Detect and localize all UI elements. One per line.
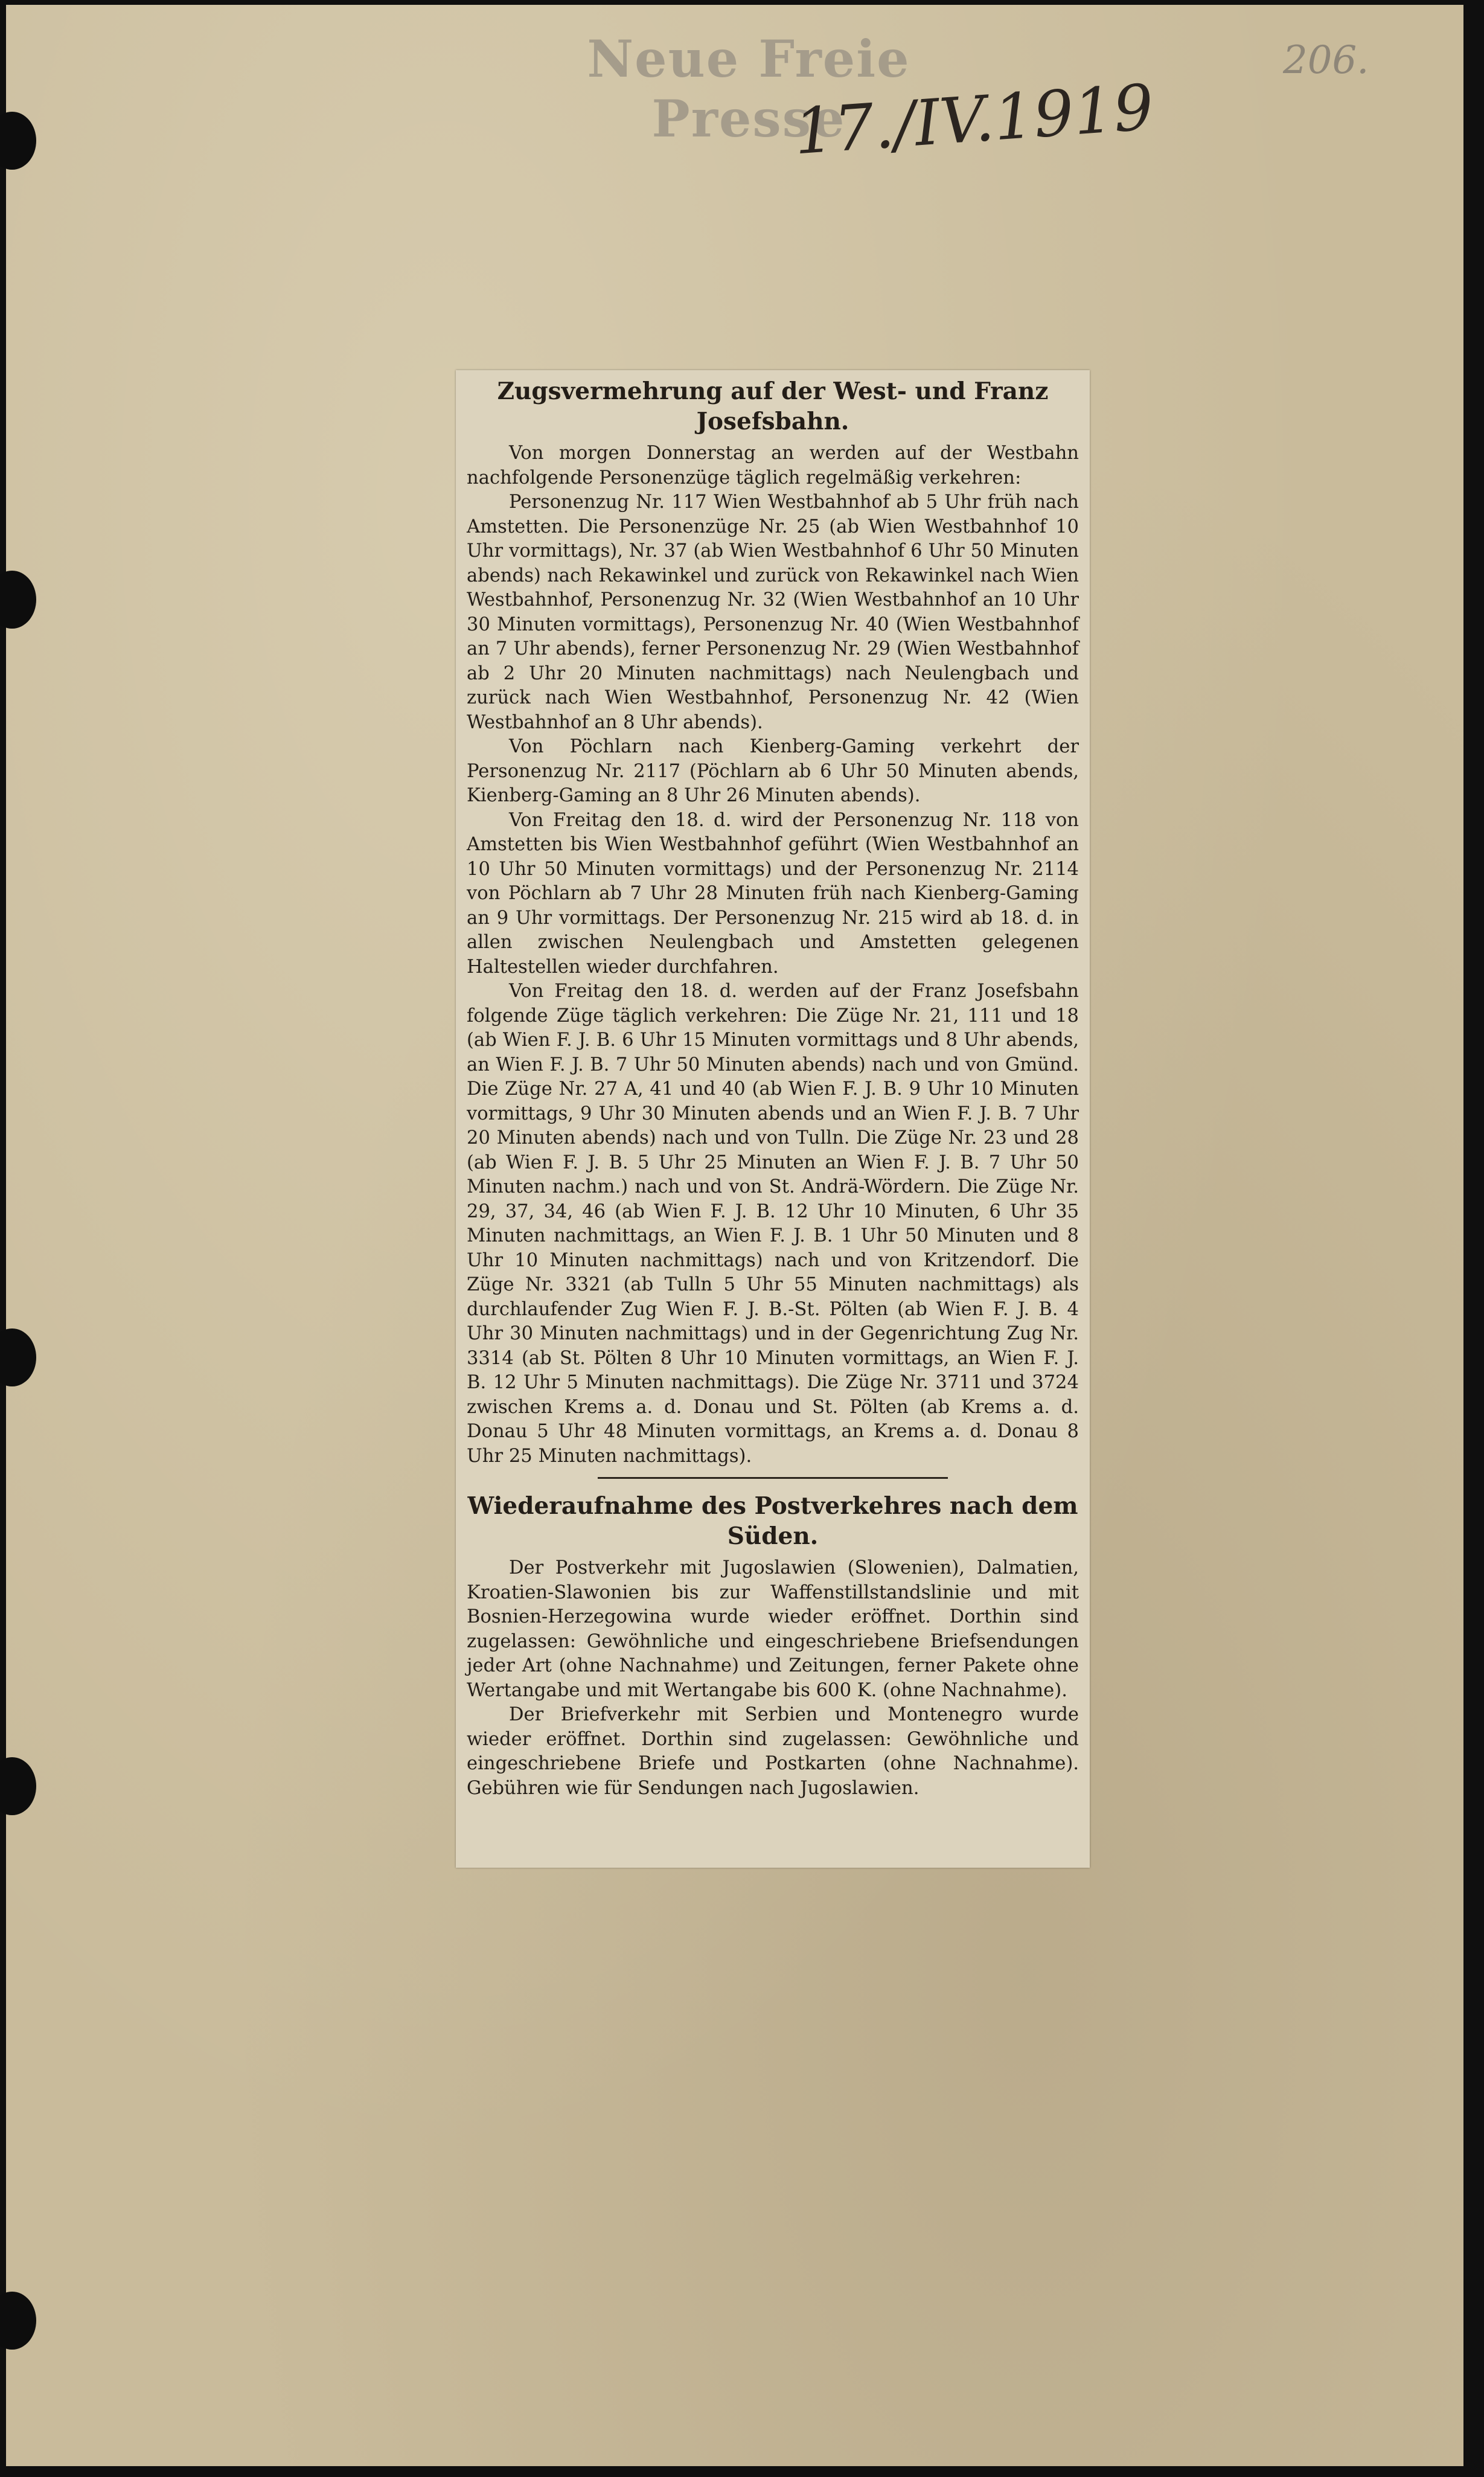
folio-number: 206. — [1283, 38, 1369, 83]
article-paragraph: Von morgen Donnerstag an werden auf der Westbahn nachfolgende Personenzüge täglich regelmäßig verkehren: — [467, 443, 1079, 489]
article-paragraph: Personenzug Nr. 117 Wien Westbahnhof ab 5 Uhr früh nach Amstetten. Die Personenzüge Nr. 25 (ab Wien Westbahnhof 10 Uhr vormittags), Nr. 37 (ab Wien Westbahnhof 6 Uhr 50 Minuten abends) nach Rekawinkel und zurück von Rekawinkel nach Wien Westbahnhof, Personenzug Nr. 32 (Wien Westbahnhof an 10 Uhr 30 Minuten vormittags), Personenzug Nr. 40 (Wien Westbahnhof an 7 Uhr abends), ferner Personenzug Nr. 29 (Wien Westbahnhof ab 2 Uhr 20 Minuten nachmittags) nach Neulengbach und zurück nach Wien Westbahnhof, Personenzug Nr. 42 (Wien Westbahnhof an 8 Uhr abends). — [467, 492, 1079, 733]
article-paragraph: Von Freitag den 18. d. werden auf der Franz Josefsbahn folgende Züge täglich verkehren: Die Züge Nr. 21, 111 und 18 (ab Wien F. J. B. 6 Uhr 15 Minuten vormittags und 8 Uhr abends, an Wien F. J. B. 7 Uhr 50 Minuten abends) nach und von Gmünd. Die Züge Nr. 27 A, 41 und 40 (ab Wien F. J. B. 9 Uhr 10 Minuten vormittags, 9 Uhr 30 Minuten abends und an Wien F. J. B. 7 Uhr 20 Minuten abends) nach und von Tulln. Die Züge Nr. 23 und 28 (ab Wien F. J. B. 5 Uhr 25 Minuten an Wien F. J. B. 7 Uhr 50 Minuten nachm.) nach und von St. Andrä-Wördern. Die Züge Nr. 29, 37, 34, 46 (ab Wien F. J. B. 12 Uhr 10 Minuten, 6 Uhr 35 Minuten nachmittags, an Wien F. J. B. 1 Uhr 50 Minuten und 8 Uhr 10 Minuten nachmittags) nach und von Kritzendorf. Die Züge Nr. 3321 (ab Tulln 5 Uhr 55 Minuten nachmittags) als durchlaufender Zug Wien F. J. B.-St. Pölten (ab Wien F. J. B. 4 Uhr 30 Minuten nachmittags) und in der Gegenrichtung Zug Nr. 3314 (ab St. Pölten 8 Uhr 10 Minuten vormittags, an Wien F. J. B. 12 Uhr 5 Minuten nachmittags). Die Züge Nr. 3711 und 3724 zwischen Krems a. d. Donau und St. Pölten (ab Krems a. d. Donau 5 Uhr 48 Minuten vormittags, an Krems a. d. Donau 8 Uhr 25 Minuten nachmittags). — [467, 981, 1079, 1467]
article-divider — [598, 1477, 948, 1479]
archive-sheet — [6, 5, 1463, 2466]
article-paragraph: Von Pöchlarn nach Kienberg-Gaming verkehrt der Personenzug Nr. 2117 (Pöchlarn ab 6 Uhr 50 Minuten abends, Kienberg-Gaming an 8 Uhr 26 Minuten abends). — [467, 736, 1079, 806]
article-paragraph: Der Briefverkehr mit Serbien und Montenegro wurde wieder eröffnet. Dorthin sind zugelassen: Gewöhnliche und eingeschriebene Briefe und Postkarten (ohne Nachnahme). Gebühren wie für Sendungen nach Jugoslawien. — [467, 1704, 1079, 1799]
article-paragraph: Der Postverkehr mit Jugoslawien (Slowenien), Dalmatien, Kroatien-Slawonien bis zur Waffenstillstandslinie und mit Bosnien-Herzegowina wurde wieder eröffnet. Dorthin sind zugelassen: Gewöhnliche und eingeschriebene Briefsendungen jeder Art (ohne Nachnahme) und Zeitungen, ferner Pakete ohne Wertangabe und mit Wertangabe bis 600 K. (ohne Nachnahme). — [467, 1557, 1079, 1701]
article-headline-post: Wiederaufnahme des Postverkehres nach dem Süden. — [467, 1492, 1078, 1550]
newspaper-clipping — [456, 370, 1090, 1868]
article-paragraph: Von Freitag den 18. d. wird der Personenzug Nr. 118 von Amstetten bis Wien Westbahnhof geführt (Wien Westbahnhof an 10 Uhr 50 Minuten vormittags) und der Personenzug Nr. 2114 von Pöchlarn ab 7 Uhr 28 Minuten früh nach Kienberg-Gaming an 9 Uhr vormittags. Der Personenzug Nr. 215 wird ab 18. d. in allen zwischen Neulengbach und Amstetten gelegenen Haltestellen wieder durchfahren. — [467, 809, 1079, 978]
newspaper-name-stamp: Neue Freie Presse — [587, 29, 910, 149]
article-headline-train: Zugsvermehrung auf der West- und Franz Josefsbahn. — [497, 377, 1049, 435]
handwritten-date: 17./IV.1919 — [792, 70, 1156, 169]
